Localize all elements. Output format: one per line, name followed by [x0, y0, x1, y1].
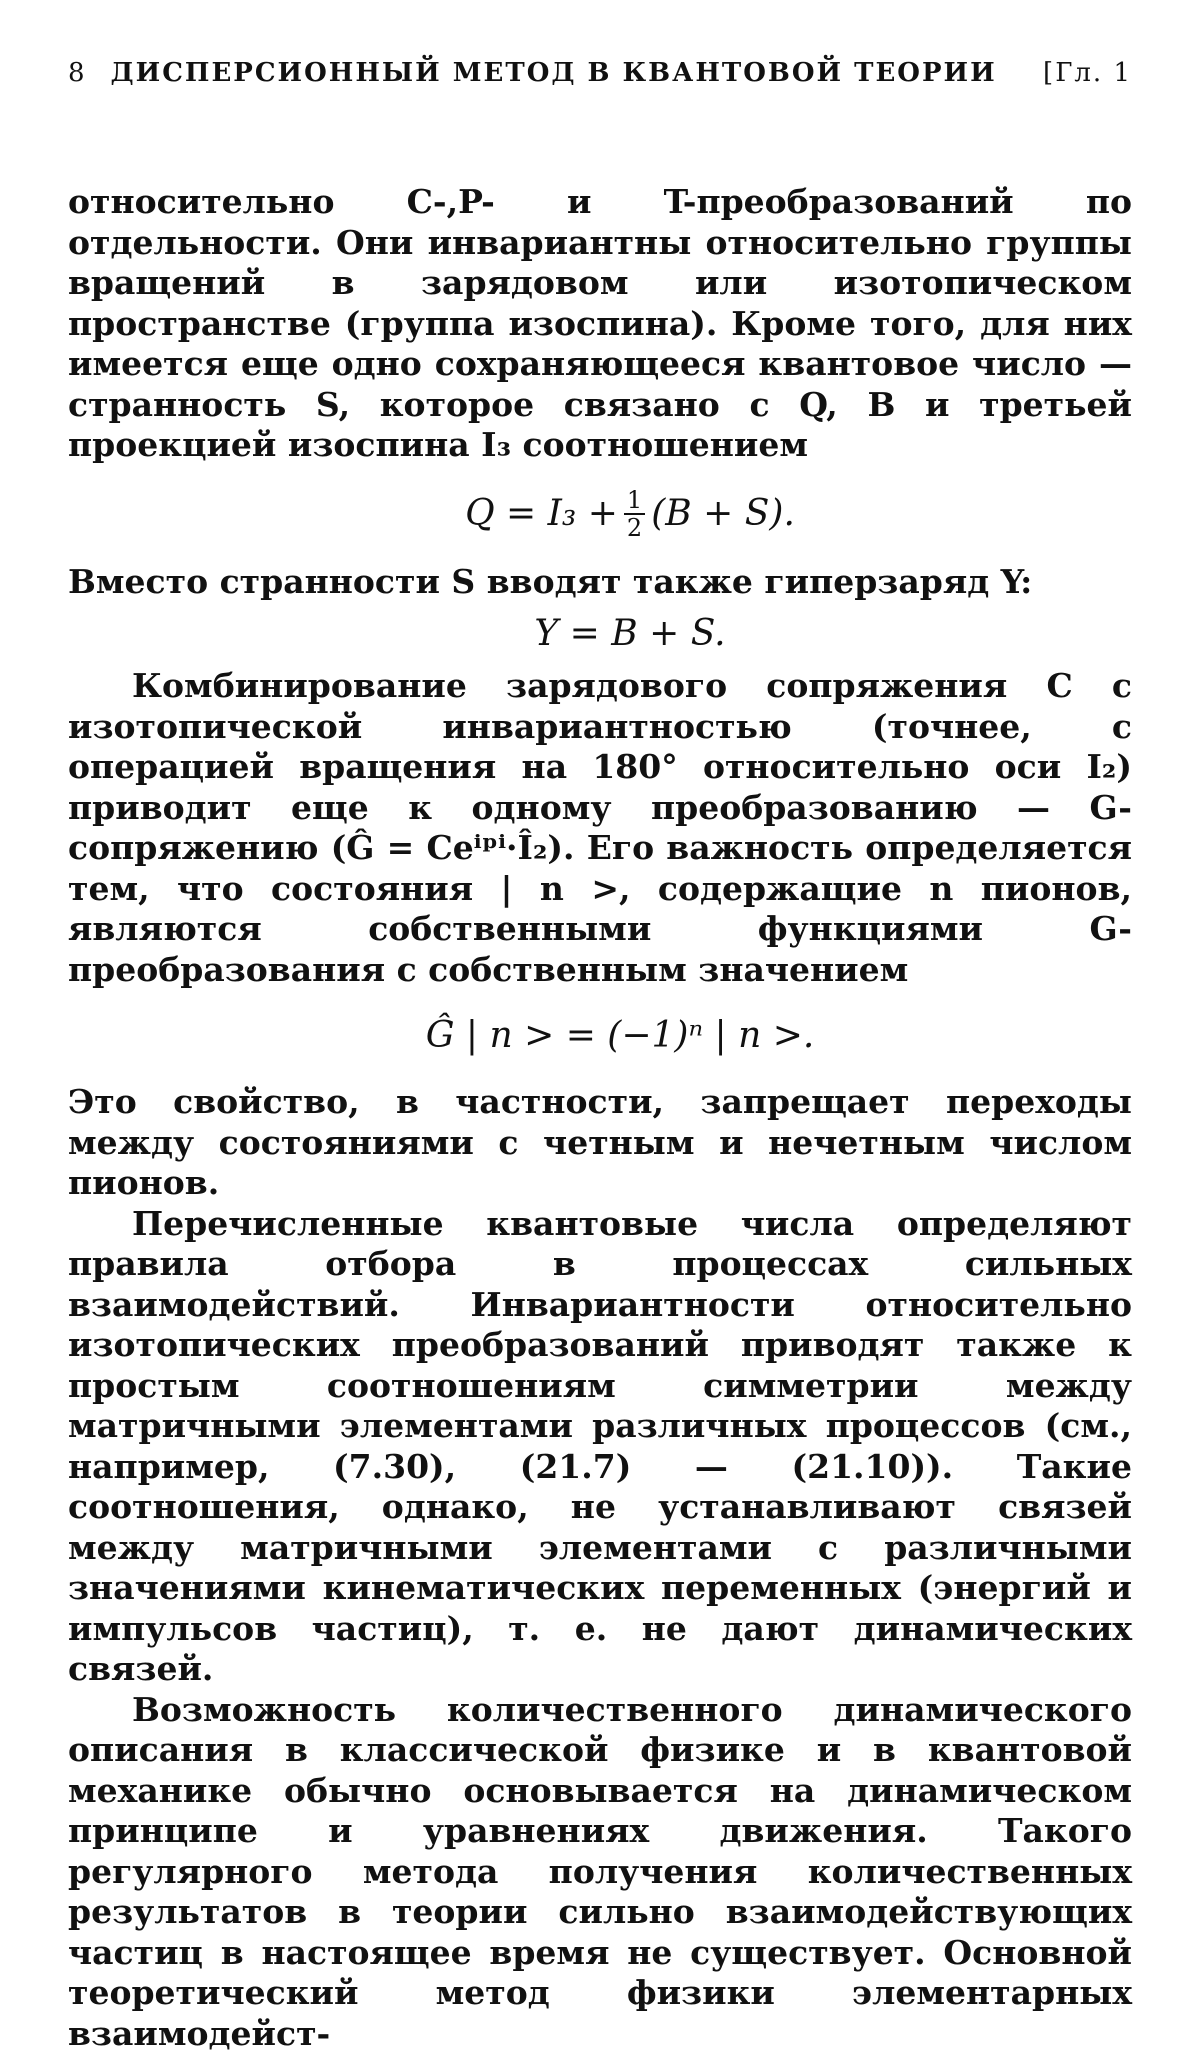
paragraph-4: Это свойство, в частности, запрещает переходы между состояниями с четным и нечетным числом пионов. — [68, 1082, 1132, 1204]
formula-hypercharge: Y = B + S. — [68, 602, 1132, 666]
running-title: ДИСПЕРСИОННЫЙ МЕТОД В КВАНТОВОЙ ТЕОРИИ — [111, 58, 997, 88]
paragraph-5: Перечисленные квантовые числа определяют правила отбора в процессах сильных взаимодействий. Инвариантности относительно изотопических преобразований приводят также к простым соотношениям симметрии между матричными элементами различных процессов (см., например, (7.30), (21.7) — (21.10)). Такие соотношения, однако, не устанавливают связей между матричными элементами с различными значениями кинематических переменных (энергий и импульсов частиц), т. е. не дают динамических связей. — [68, 1204, 1132, 1690]
paragraph-3: Комбинирование зарядового сопряжения C с изотопической инвариантностью (точнее, с операцией вращения на 180° относительно оси I₂) приводит еще к одному преобразованию — G-сопряжению (Ĝ = Ceⁱᵖⁱ·Î₂). Его важность определяется тем, что состояния | n >, содержащие n пионов, являются собственными функциями G-преобразования с собственным значением — [68, 666, 1132, 990]
fraction-denominator: 2 — [627, 515, 642, 541]
book-page — [68, 58, 1132, 2054]
fraction-one-half — [624, 487, 645, 541]
paragraph-1: относительно C-,P- и T-преобразований по отдельности. Они инвариантны относительно группы вращений в зарядовом или изотопическом пространстве (группа изоспина). Кроме того, для них имеется еще одно сохраняющееся квантовое число — странность S, которое связано с Q, B и третьей проекцией изоспина I₃ соотношением — [68, 182, 1132, 466]
formula-1-left: Q = I₃ + — [465, 496, 618, 532]
chapter-marker: [Гл. 1 — [1043, 58, 1132, 88]
paragraph-2: Вместо странности S вводят также гиперзаряд Y: — [68, 562, 1132, 603]
formula-charge-relation — [68, 466, 1132, 562]
page-number: 8 — [68, 58, 87, 88]
formula-1-right: (B + S). — [651, 496, 795, 532]
paragraph-6: Возможность количественного динамического описания в классической физике и в квантовой механике обычно основывается на динамическом принципе и уравнениях движения. Такого регулярного метода получения количественных результатов в теории сильно взаимодействующих частиц в настоящее время не существует. Основной теоретический метод физики элементарных взаимодейст- — [68, 1690, 1132, 2054]
running-head — [68, 58, 1132, 98]
fraction-numerator: 1 — [624, 487, 645, 515]
formula-g-parity: Ĝ | n > = (−1)ⁿ | n >. — [68, 990, 1132, 1082]
